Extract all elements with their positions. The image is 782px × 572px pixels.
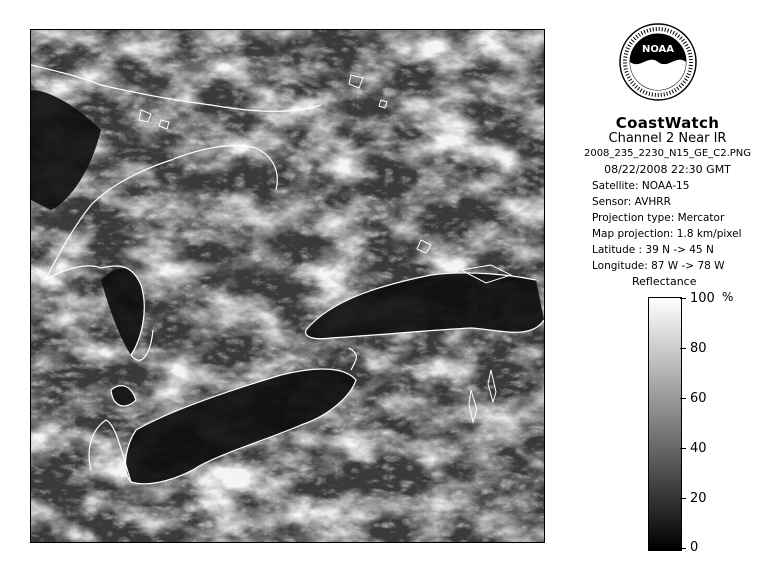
colorbar-tick (680, 298, 686, 299)
datetime-label: 08/22/2008 22:30 GMT (604, 163, 731, 176)
latitude-label: Latitude : 39 N -> 45 N (592, 244, 714, 256)
colorbar-tick (680, 398, 686, 399)
colorbar-tick-label: 100 (690, 291, 715, 306)
projection-type-label: Projection type: Mercator (592, 212, 725, 224)
filename-label: 2008_235_2230_N15_GE_C2.PNG (583, 148, 752, 159)
longitude-label: Longitude: 87 W -> 78 W (592, 260, 725, 272)
map-image (31, 30, 544, 542)
sensor-label: Sensor: AVHRR (592, 196, 671, 208)
legend-unit: % (722, 290, 734, 304)
colorbar-tick-label: 80 (690, 341, 707, 356)
reflectance-colorbar (648, 297, 682, 551)
colorbar-tick (680, 348, 686, 349)
satellite-map (30, 29, 545, 543)
legend-title: Reflectance (632, 275, 697, 288)
colorbar-tick-label: 20 (690, 491, 707, 506)
colorbar-tick (680, 448, 686, 449)
colorbar-tick (680, 548, 686, 549)
logo-text: NOAA (641, 44, 675, 55)
product-title: CoastWatch (615, 114, 720, 132)
noaa-logo-icon (618, 22, 698, 102)
colorbar-tick-label: 40 (690, 441, 707, 456)
channel-subtitle: Channel 2 Near IR (608, 131, 727, 146)
satellite-label: Satellite: NOAA-15 (592, 180, 690, 192)
colorbar-tick-label: 60 (690, 391, 707, 406)
colorbar-tick-label: 0 (690, 540, 699, 555)
map-projection-label: Map projection: 1.8 km/pixel (592, 228, 742, 240)
colorbar-tick (680, 498, 686, 499)
